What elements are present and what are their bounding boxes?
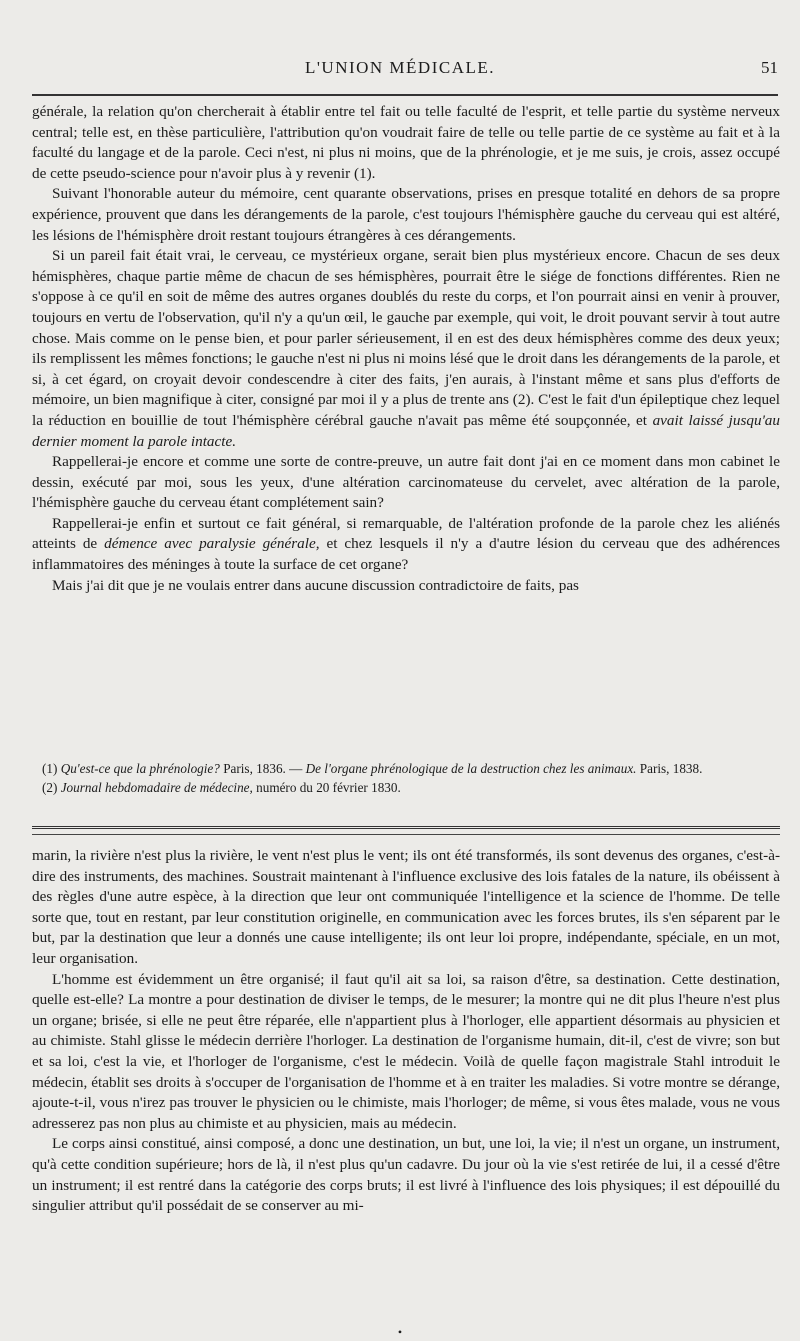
paragraph: Rappellerai-je encore et comme une sorte de contre-preuve, un autre fait dont j'ai en ce moment dans mon cabinet le dessin, exécuté par moi, sous les yeux, d'une altération carcinomateuse du cervelet, avec altération de la parole, l'hémisphère gauche du cerveau étant complétement sain?: [32, 453, 780, 512]
footnote-1: [32, 760, 780, 779]
footnotes: [32, 760, 780, 797]
paragraph-text: Rappellerai-je enfin et surtout ce fait général, si remarquable, de l'altération profonde de la parole chez les aliénés atteints de: [32, 514, 780, 553]
paragraph: L'homme est évidemment un être organisé; il faut qu'il ait sa loi, sa raison d'être, sa destination. Cette destination, quelle est-elle? La montre a pour destination de diviser le temps, de le mesurer; la montre qui ne dit plus l'heure n'est plus un organe; brisée, si elle ne peut être réparée, elle n'appartient plus à l'horloger, elle appartient désormais au physicien et au chimiste. Stahl glisse le médecin derrière l'horloger. La destination de l'organisme humain, dit-il, c'est de vivre; son but et sa loi, c'est la vie, et l'horloger de l'organisme, c'est le médecin. Voilà de quelle façon magistrale Stahl introduit le médecin, établit ses droits à s'occuper de l'organisation de l'homme et à en traiter les maladies. Si votre montre se dérange, ajoute-t-il, vous n'irez pas trouver le physicien ou le chimiste, mais l'horloger; de même, si vous êtes malade, vous ne vous adresserez pas non plus au chimiste et au physicien, mais au médecin.: [32, 970, 780, 1132]
page-number: 51: [761, 58, 778, 77]
italic-text: démence avec paralysie générale,: [104, 535, 320, 553]
footnote-text: Paris, 1836. —: [223, 761, 303, 776]
article-top-section: [32, 102, 780, 596]
paragraph: Le corps ainsi constitué, ainsi composé, a donc une destination, un but, une loi, la vie; il n'est un organe, un instrument, qu'à cette condition supérieure; hors de là, il n'est plus qu'un cadavre. Du jour où la vie s'est retirée de lui, il a cessé d'être un instrument; il est rentré dans la catégorie des corps bruts; il est livré à l'influence des lois physiques; il est dépouillé du singulier attribut qu'il possédait de se conserver au mi-: [32, 1135, 780, 1215]
footnote-marker: (1): [42, 761, 58, 776]
section-divider: [32, 826, 780, 833]
footer-mark: •: [397, 1325, 403, 1339]
running-head: [22, 58, 778, 88]
italic-text: avait laissé jusqu'au dernier moment la parole intacte.: [32, 411, 780, 450]
section-divider-thin: [32, 834, 780, 835]
footnote-2: [32, 779, 780, 798]
footnote-italic: De l'organe phrénologique de la destruction chez les animaux.: [305, 761, 637, 776]
paragraph: générale, la relation qu'on chercherait à établir entre tel fait ou telle faculté de l'esprit, et telle partie du système nerveux central; telle est, en thèse particulière, l'attribution qu'on voudrait faire de telle ou telle partie de ce système au fait et à la faculté du langage et de la parole. Ceci n'est, ni plus ni moins, que de la phrénologie, et je me suis, je crois, assez occupé de cette pseudo-science pour n'avoir plus à y revenir (1).: [32, 103, 780, 182]
paragraph: marin, la rivière n'est plus la rivière, le vent n'est plus le vent; ils ont été transformés, ils sont devenus des organes, c'est-à-dire des instruments, des machines. Soustrait maintenant à l'influence exclusive des lois fatales de la nature, ils obéissent à des règles d'une autre espèce, à la direction que leur ont communiquée l'intelligence et la science de l'homme. De telle sorte que, tout en restant, par leur constitution originelle, en communication avec les forces brutes, ils s'en séparent par le but, par la destination que leur a donnés une cause intelligente; ils ont leur loi propre, indépendante, spéciale, en un mot, leur organisation.: [32, 847, 780, 967]
paragraph-text: et chez lesquels il n'y a d'autre lésion du cerveau que des adhérences inflammatoires des méninges à toute la surface de cet organe?: [32, 535, 781, 574]
journal-title: L'UNION MÉDICALE.: [304, 58, 496, 77]
footnote-text: Paris, 1838.: [639, 761, 703, 776]
footnote-italic: Qu'est-ce que la phrénologie?: [60, 761, 220, 776]
paragraph: [32, 514, 780, 576]
footnote-marker: (2): [42, 779, 58, 795]
paragraph: Suivant l'honorable auteur du mémoire, cent quarante observations, prises en presque totalité en dehors de sa propre expérience, prouvent que dans les dérangements de la parole, c'est toujours l'hémisphère gauche du cerveau qui est altéré, les lésions de l'hémisphère droit restant toujours étrangères à ces dérangements.: [32, 185, 780, 244]
paragraph: [32, 246, 780, 452]
paragraph-text: Si un pareil fait était vrai, le cerveau, ce mystérieux organe, serait bien plus mystérieux encore. Chacun de ses deux hémisphères, chaque partie même de chacun de ses hémisphères, pourrait être le siége de fonctions différentes. Rien ne s'oppose à ce qu'il en soit de même des autres organes doublés du reste du corps, et l'on pourrait ainsi en venir à prouver, toujours en vertu de l'observation, qu'il n'y a qu'un œil, le gauche par exemple, qui voit, le droit pouvant servir à tout autre chose. Mais comme on le pense bien, et pour parler sérieusement, il en est des deux hémisphères comme des deux yeux; ils remplissent les mêmes fonctions; le gauche n'est ni plus ni moins lésé que le droit dans les dérangements de la parole, et si, à cet égard, on croyait devoir condescendre à citer des faits, j'en aurais, à l'instant même et sans plus d'efforts de mémoire, un bien magnifique à citer, consigné par moi il y a plus de trente ans (2). C'est le fait d'un épileptique chez lequel la réduction en bouillie de tout l'hémisphère cérébral gauche n'avait pas même été soupçonnée, et: [32, 247, 781, 429]
header-rule: [32, 94, 778, 96]
footnote-italic: Journal hebdomadaire de médecine,: [60, 779, 253, 795]
article-bottom-section: [32, 846, 780, 1217]
paragraph: Mais j'ai dit que je ne voulais entrer dans aucune discussion contradictoire de faits, pas: [52, 576, 579, 594]
footnote-text: numéro du 20 février 1830.: [256, 779, 401, 795]
